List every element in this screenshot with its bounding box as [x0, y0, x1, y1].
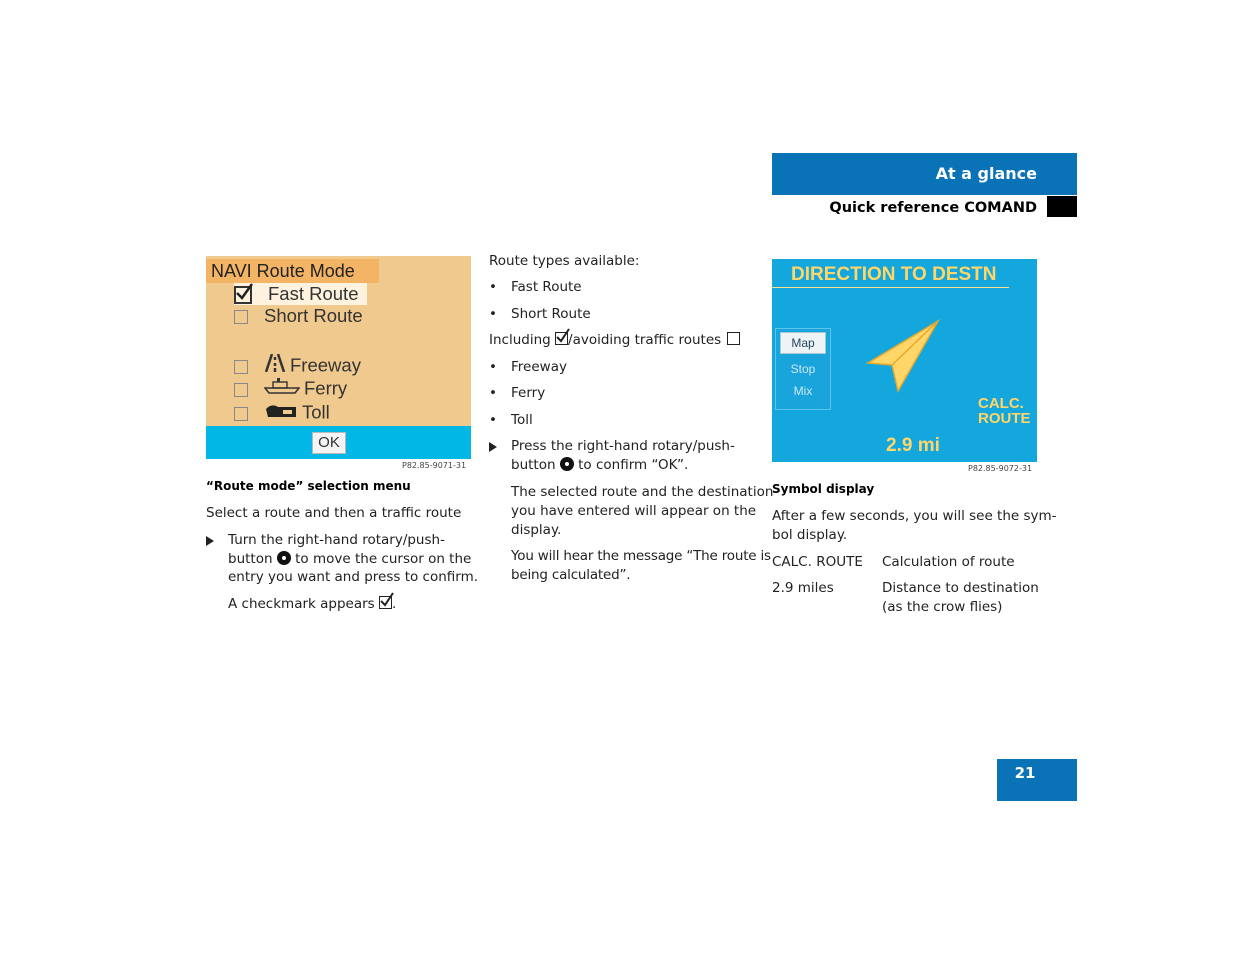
list-item: • Freeway — [489, 359, 567, 375]
checkbox-checked-icon[interactable] — [234, 286, 252, 304]
route-mode-footer — [206, 426, 471, 459]
intro-line: After a few seconds, you will see the sym- — [772, 508, 1057, 524]
toll-icon — [264, 401, 298, 426]
desc-line: Distance to destination — [882, 580, 1039, 596]
calc-route-label — [978, 396, 1031, 426]
title-underline — [772, 287, 1009, 288]
option-label: Short Route — [264, 305, 363, 326]
result-text: . — [392, 596, 397, 612]
direction-title: DIRECTION TO DESTN — [791, 264, 997, 285]
checkbox-icon[interactable] — [234, 407, 248, 421]
ferry-icon — [264, 377, 300, 402]
option-label: Toll — [302, 401, 330, 423]
left-step — [206, 531, 479, 591]
intro-line: bol display. — [772, 527, 848, 543]
option-label: Ferry — [304, 377, 348, 399]
step-text: to confirm “OK”. — [578, 457, 689, 473]
step-line — [228, 550, 471, 569]
middle-step — [489, 437, 754, 477]
figure-caption: “Route mode” selection menu — [206, 479, 411, 493]
option-freeway[interactable] — [234, 354, 361, 376]
menu-item-map[interactable]: Map — [780, 332, 826, 354]
left-result — [228, 595, 396, 614]
view-menu — [775, 328, 831, 410]
figure-code: P82.85-9071-31 — [402, 461, 467, 470]
direction-arrow-icon — [864, 319, 944, 394]
step-line: entry you want and press to confirm. — [228, 569, 479, 585]
note-line: You will hear the message “The route is — [511, 548, 771, 564]
distance-readout: 2.9 mi — [886, 435, 940, 456]
subtitle-marker — [1047, 196, 1077, 217]
including-line — [489, 331, 740, 350]
step-text: to move the cursor on the — [295, 551, 472, 567]
route-mode-screen — [206, 256, 471, 459]
option-label: Freeway — [290, 354, 361, 376]
option-label: Fast Route — [268, 283, 359, 304]
calc-line: ROUTE — [978, 410, 1031, 427]
including-text: Including — [489, 332, 551, 348]
list-item: • Short Route — [489, 306, 591, 322]
menu-item-stop[interactable]: Stop — [790, 362, 816, 376]
step-text: button — [511, 457, 556, 473]
route-mode-title: NAVI Route Mode — [206, 259, 379, 283]
figure-caption: Symbol display — [772, 482, 875, 496]
route-types-heading: Route types available: — [489, 253, 640, 269]
section-title: At a glance — [935, 164, 1037, 183]
figure-code: P82.85-9072-31 — [968, 464, 1033, 473]
step-arrow-icon — [206, 536, 214, 546]
list-item: • Ferry — [489, 385, 546, 401]
including-text: /avoiding traffic routes — [568, 332, 722, 348]
page-number: 21 — [1014, 764, 1036, 782]
left-intro: Select a route and then a traffic route — [206, 505, 462, 521]
section-header-bar — [772, 153, 1077, 195]
page-number-tab — [997, 759, 1077, 801]
term-calc-route: CALC. ROUTE — [772, 554, 863, 570]
note-line: being calculated”. — [511, 567, 631, 583]
menu-item-mix[interactable]: Mix — [793, 384, 813, 398]
empty-box-icon — [727, 332, 740, 345]
section-subtitle: Quick reference COMAND — [829, 200, 1037, 216]
note-line: you have entered will appear on the — [511, 503, 757, 519]
checkbox-icon[interactable] — [234, 310, 248, 324]
checkbox-icon[interactable] — [234, 360, 248, 374]
checkmark-icon — [379, 596, 392, 609]
right-intro — [772, 507, 1057, 545]
freeway-icon — [264, 354, 286, 379]
step-line: Press the right-hand rotary/push- — [511, 438, 735, 454]
checkbox-icon[interactable] — [234, 383, 248, 397]
step-line — [511, 456, 688, 475]
step-text: button — [228, 551, 273, 567]
step-line: Turn the right-hand rotary/push- — [228, 532, 445, 548]
middle-note-1 — [511, 483, 773, 540]
ok-button[interactable]: OK — [312, 432, 346, 454]
option-ferry[interactable] — [234, 377, 347, 399]
option-short-route[interactable] — [234, 305, 363, 327]
note-line: The selected route and the destination — [511, 484, 774, 500]
result-text: A checkmark appears — [228, 596, 375, 612]
desc-calc-route: Calculation of route — [882, 554, 1015, 570]
rotary-knob-icon — [277, 551, 291, 565]
middle-note-2 — [511, 547, 771, 585]
calc-line: CALC. — [978, 395, 1024, 412]
step-arrow-icon — [489, 442, 497, 452]
list-item: • Toll — [489, 412, 533, 428]
term-distance: 2.9 miles — [772, 580, 834, 596]
note-line: display. — [511, 522, 562, 538]
rotary-knob-icon — [560, 457, 574, 471]
direction-screen — [772, 259, 1037, 462]
checkmark-icon — [555, 332, 568, 345]
desc-distance — [882, 579, 1039, 617]
list-item: • Fast Route — [489, 279, 582, 295]
option-fast-route[interactable] — [234, 283, 367, 305]
option-toll[interactable] — [234, 401, 330, 423]
desc-line: (as the crow flies) — [882, 599, 1003, 615]
